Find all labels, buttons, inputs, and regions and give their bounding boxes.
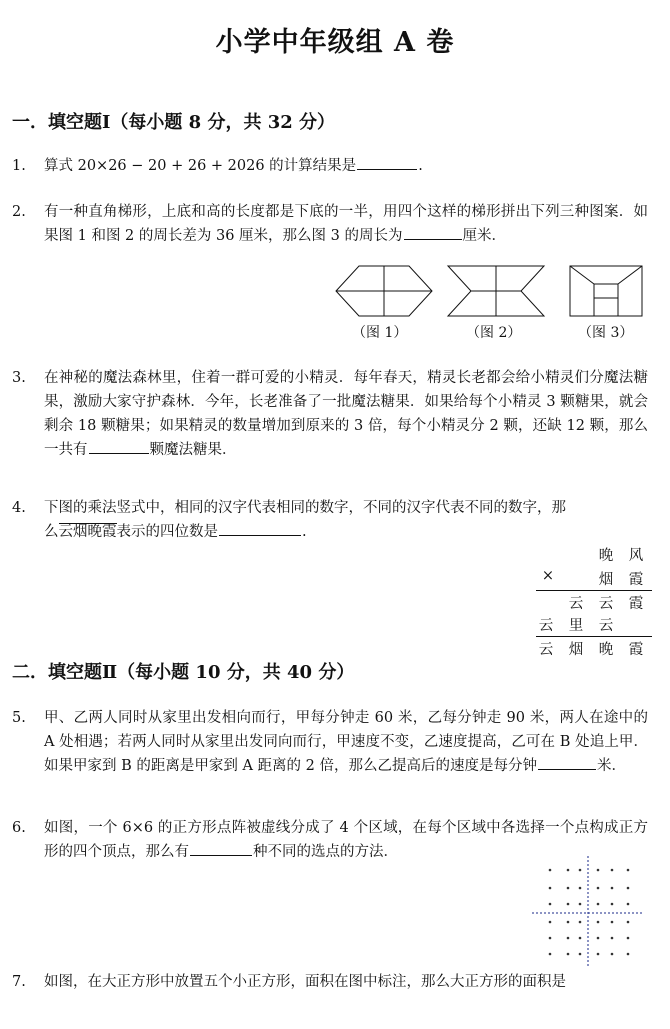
- figure-3-trapezoids: [568, 264, 644, 318]
- grid-dot: [627, 953, 630, 956]
- question-text-5-before: 甲、乙两人同时从家里出发相向而行，甲每分钟走 60 米，乙每分钟走 90 米，两人在途中的 A 处相遇；若两人同时从家里出发同向而行，甲速度不变，乙速度提高，乙可在 B 处追上甲．如果甲家到 B 的距离是甲家到 A 距离的 2 倍，那么乙提高后的速度是每分钟: [44, 710, 648, 774]
- puzzle-row-5: [536, 638, 652, 658]
- puzzle-char: 霞: [628, 642, 644, 658]
- grid-dot: [567, 869, 570, 872]
- grid-dot: [611, 869, 614, 872]
- grid-dot: [579, 937, 582, 940]
- grid-dot: [597, 869, 600, 872]
- question-text-3-before: 在神秘的魔法森林里，住着一群可爱的小精灵．每年春天，精灵长老都会给小精灵们分魔法糖果，激励大家守护森林．今年，长老准备了一批魔法糖果．如果给每个小精灵 3 颗糖果，就会剩余 18 颗糖果；如果精灵的数量增加到原来的 3 倍，每个小精灵分 2 颗，还缺 12 颗，那么一共有: [44, 370, 648, 458]
- figure-1-trapezoids: [334, 264, 434, 318]
- answer-blank-3[interactable]: [89, 439, 149, 454]
- puzzle-char: 霞: [628, 572, 644, 588]
- grid-dot: [549, 869, 552, 872]
- question-text-4: [44, 496, 648, 544]
- answer-blank-5[interactable]: [538, 755, 596, 770]
- question-text-2-after: 厘米．: [462, 228, 506, 244]
- grid-dots: [549, 869, 630, 956]
- puzzle-char: 里: [568, 618, 584, 634]
- figure-2-caption: （图 2）: [466, 325, 522, 341]
- puzzle-char: 云: [568, 596, 584, 612]
- page-title: 小学中年级组 A 卷: [215, 27, 455, 58]
- puzzle-row-1: [536, 544, 652, 564]
- figure-1-caption: （图 1）: [352, 325, 408, 341]
- multiplication-puzzle: [536, 542, 652, 660]
- grid-dot: [567, 921, 570, 924]
- grid-dot: [597, 921, 600, 924]
- question-text-5-after: 米．: [597, 758, 627, 774]
- grid-dot: [567, 953, 570, 956]
- question-text-6-before: 如图，一个 6×6 的正方形点阵被虚线分成了 4 个区域，在每个区域中各选择一个点构成正方形的四个顶点，那么有: [44, 820, 648, 860]
- grid-dot: [579, 953, 582, 956]
- grid-dot: [579, 887, 582, 890]
- puzzle-row-2: [536, 568, 652, 588]
- answer-blank-6[interactable]: [190, 841, 252, 856]
- puzzle-row-4: [536, 614, 652, 634]
- answer-blank-1[interactable]: [357, 155, 417, 170]
- grid-dot: [567, 937, 570, 940]
- grid-dot: [549, 903, 552, 906]
- grid-dot: [549, 937, 552, 940]
- question-text-1-before: 算式 20×26 − 20 + 26 + 2026 的计算结果是: [44, 158, 357, 174]
- question-text-1: [44, 154, 648, 178]
- puzzle-char: 晚: [598, 642, 614, 658]
- puzzle-char: 云: [538, 618, 554, 634]
- dot-grid-6x6: [532, 856, 646, 968]
- grid-dot: [627, 937, 630, 940]
- question-text-4-prefix: 么: [44, 524, 59, 540]
- answer-blank-2[interactable]: [404, 225, 462, 240]
- grid-dot: [611, 887, 614, 890]
- question-text-6-after: 种不同的选点的方法．: [253, 844, 398, 860]
- puzzle-row-3: [536, 592, 652, 612]
- section-heading-1: 一．填空题Ⅰ（每小题 8 分，共 32 分）: [12, 112, 336, 133]
- grid-dot: [597, 887, 600, 890]
- question-text-2: [44, 200, 648, 248]
- grid-dot: [611, 937, 614, 940]
- puzzle-char: 晚: [598, 548, 614, 564]
- overlined-number-word: 云烟晚霞: [58, 524, 117, 540]
- grid-dot: [549, 953, 552, 956]
- question-text-1-after: .: [418, 158, 423, 174]
- grid-dot: [597, 937, 600, 940]
- puzzle-char: 烟: [568, 642, 584, 658]
- grid-dot: [627, 903, 630, 906]
- puzzle-divider-1: [536, 590, 652, 591]
- grid-dot: [611, 903, 614, 906]
- grid-dot: [567, 887, 570, 890]
- puzzle-divider-2: [536, 636, 652, 637]
- question-number-5: 5.: [12, 710, 26, 726]
- grid-dot: [597, 953, 600, 956]
- question-text-3: [44, 366, 648, 462]
- answer-blank-4[interactable]: [219, 521, 301, 536]
- question-number-3: 3.: [12, 370, 26, 386]
- question-number-6: 6.: [12, 820, 26, 836]
- puzzle-char: 烟: [598, 572, 614, 588]
- question-number-4: 4.: [12, 500, 26, 516]
- puzzle-char: 云: [598, 618, 614, 634]
- grid-dot: [627, 887, 630, 890]
- grid-dot: [549, 921, 552, 924]
- grid-dot: [579, 903, 582, 906]
- figure-3-caption: （图 3）: [578, 325, 634, 341]
- question-number-1: 1.: [12, 158, 26, 174]
- grid-dot: [579, 921, 582, 924]
- grid-dot: [549, 887, 552, 890]
- grid-dot: [597, 903, 600, 906]
- question-text-3-after: 颗魔法糖果．: [149, 442, 237, 458]
- question-text-4-suffix: 表示的四位数是: [116, 524, 218, 540]
- grid-dot: [611, 953, 614, 956]
- figure-2-trapezoids: [446, 264, 546, 318]
- puzzle-char: 云: [598, 596, 614, 612]
- times-sign: ×: [541, 568, 555, 584]
- grid-dot: [627, 921, 630, 924]
- question-number-7: 7.: [12, 974, 26, 990]
- grid-dot: [611, 921, 614, 924]
- question-number-2: 2.: [12, 204, 26, 220]
- puzzle-char: 风: [628, 548, 644, 564]
- grid-dot: [579, 869, 582, 872]
- question-text-5: [44, 706, 648, 778]
- grid-dot: [627, 869, 630, 872]
- puzzle-char: 云: [538, 642, 554, 658]
- question-text-4-after: .: [302, 524, 307, 540]
- question-text-7: 如图，在大正方形中放置五个小正方形，面积在图中标注，那么大正方形的面积是: [44, 974, 566, 990]
- puzzle-char: 霞: [628, 596, 644, 612]
- section-heading-2: 二．填空题Ⅱ（每小题 10 分，共 40 分）: [12, 662, 355, 683]
- question-text-4-line1: 下图的乘法竖式中，相同的汉字代表相同的数字，不同的汉字代表不同的数字，那: [44, 500, 566, 516]
- grid-dot: [567, 903, 570, 906]
- question-text-2-before: 有一种直角梯形，上底和高的长度都是下底的一半，用四个这样的梯形拼出下列三种图案．如果图 1 和图 2 的周长差为 36 厘米，那么图 3 的周长为: [44, 204, 648, 244]
